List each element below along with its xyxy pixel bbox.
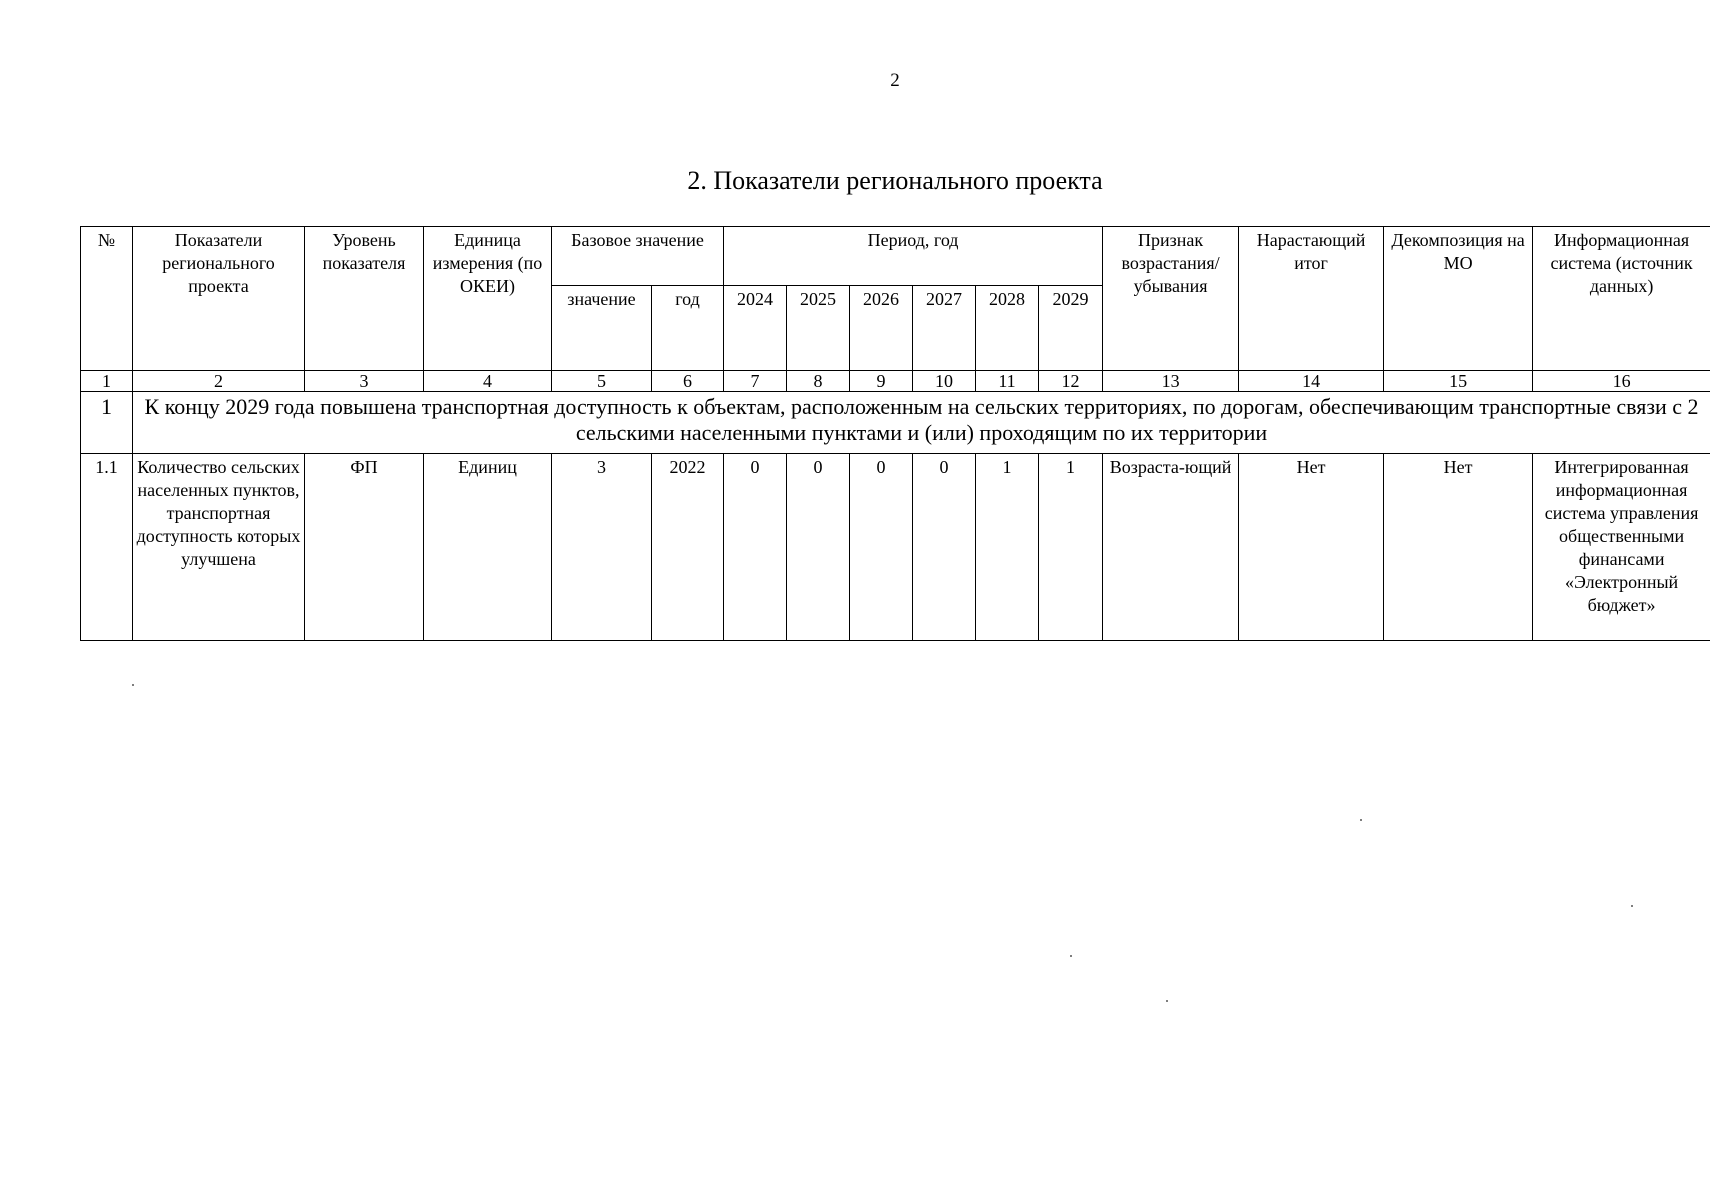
header-year: 2026 — [850, 286, 913, 371]
goal-text: К концу 2029 года повышена транспортная доступность к объектам, расположенным на сельских территориях, по дорогам, обеспечивающим транспортные связи с 2 сельскими населенными пунктами и (или) проходящим по их территории — [133, 392, 1710, 454]
header-year: 2027 — [913, 286, 976, 371]
header-base: Базовое значение — [552, 227, 724, 286]
header-level: Уровень показателя — [305, 227, 424, 371]
table-row — [81, 454, 1710, 641]
page-number: 2 — [890, 70, 900, 91]
row-num: 1.1 — [81, 454, 133, 641]
row-base-value: 3 — [552, 454, 652, 641]
row-cumulative: Нет — [1239, 454, 1384, 641]
row-unit: Единиц — [424, 454, 552, 641]
header-info-system: Информационная система (источник данных) — [1533, 227, 1710, 371]
column-number: 4 — [424, 371, 552, 392]
row-year-value: 0 — [913, 454, 976, 641]
scan-speck — [132, 684, 134, 686]
header-period: Период, год — [724, 227, 1103, 286]
section-title: 2. Показатели регионального проекта — [687, 166, 1103, 195]
column-number: 6 — [652, 371, 724, 392]
column-number: 11 — [976, 371, 1039, 392]
scan-speck — [1360, 819, 1362, 821]
header-year: 2029 — [1039, 286, 1103, 371]
indicators-table — [80, 226, 1710, 641]
header-row — [81, 227, 1710, 286]
row-decomposition: Нет — [1384, 454, 1533, 641]
scan-speck — [1070, 955, 1072, 957]
header-decomposition: Декомпозиция на МО — [1384, 227, 1533, 371]
column-number: 2 — [133, 371, 305, 392]
row-year-value: 0 — [724, 454, 787, 641]
row-indicator: Количество сельских населенных пунктов, транспортная доступность которых улучшена — [133, 454, 305, 641]
column-number: 12 — [1039, 371, 1103, 392]
row-year-value: 0 — [787, 454, 850, 641]
header-base-year: год — [652, 286, 724, 371]
header-indicator: Показатели регионального проекта — [133, 227, 305, 371]
header-base-value: значение — [552, 286, 652, 371]
scan-speck — [1631, 905, 1633, 907]
row-trend: Возраста-ющий — [1103, 454, 1239, 641]
goal-row — [81, 392, 1710, 454]
column-number: 10 — [913, 371, 976, 392]
header-num: № — [81, 227, 133, 371]
header-year: 2025 — [787, 286, 850, 371]
goal-num: 1 — [81, 392, 133, 454]
scan-speck — [1166, 1000, 1168, 1002]
header-year: 2028 — [976, 286, 1039, 371]
column-number: 9 — [850, 371, 913, 392]
header-trend: Признак возрастания/ убывания — [1103, 227, 1239, 371]
header-year: 2024 — [724, 286, 787, 371]
column-number: 13 — [1103, 371, 1239, 392]
column-number: 8 — [787, 371, 850, 392]
row-level: ФП — [305, 454, 424, 641]
column-numbers-row — [81, 371, 1710, 392]
column-number: 1 — [81, 371, 133, 392]
column-number: 16 — [1533, 371, 1710, 392]
row-year-value: 1 — [976, 454, 1039, 641]
header-cumulative: Нарастающий итог — [1239, 227, 1384, 371]
column-number: 3 — [305, 371, 424, 392]
column-number: 15 — [1384, 371, 1533, 392]
row-year-value: 0 — [850, 454, 913, 641]
row-year-value: 1 — [1039, 454, 1103, 641]
column-number: 5 — [552, 371, 652, 392]
column-number: 14 — [1239, 371, 1384, 392]
column-number: 7 — [724, 371, 787, 392]
row-info-system: Интегрированная информационная система управления общественными финансами «Электронный бюджет» — [1533, 454, 1710, 641]
header-unit: Единица измерения (по ОКЕИ) — [424, 227, 552, 371]
row-base-year: 2022 — [652, 454, 724, 641]
